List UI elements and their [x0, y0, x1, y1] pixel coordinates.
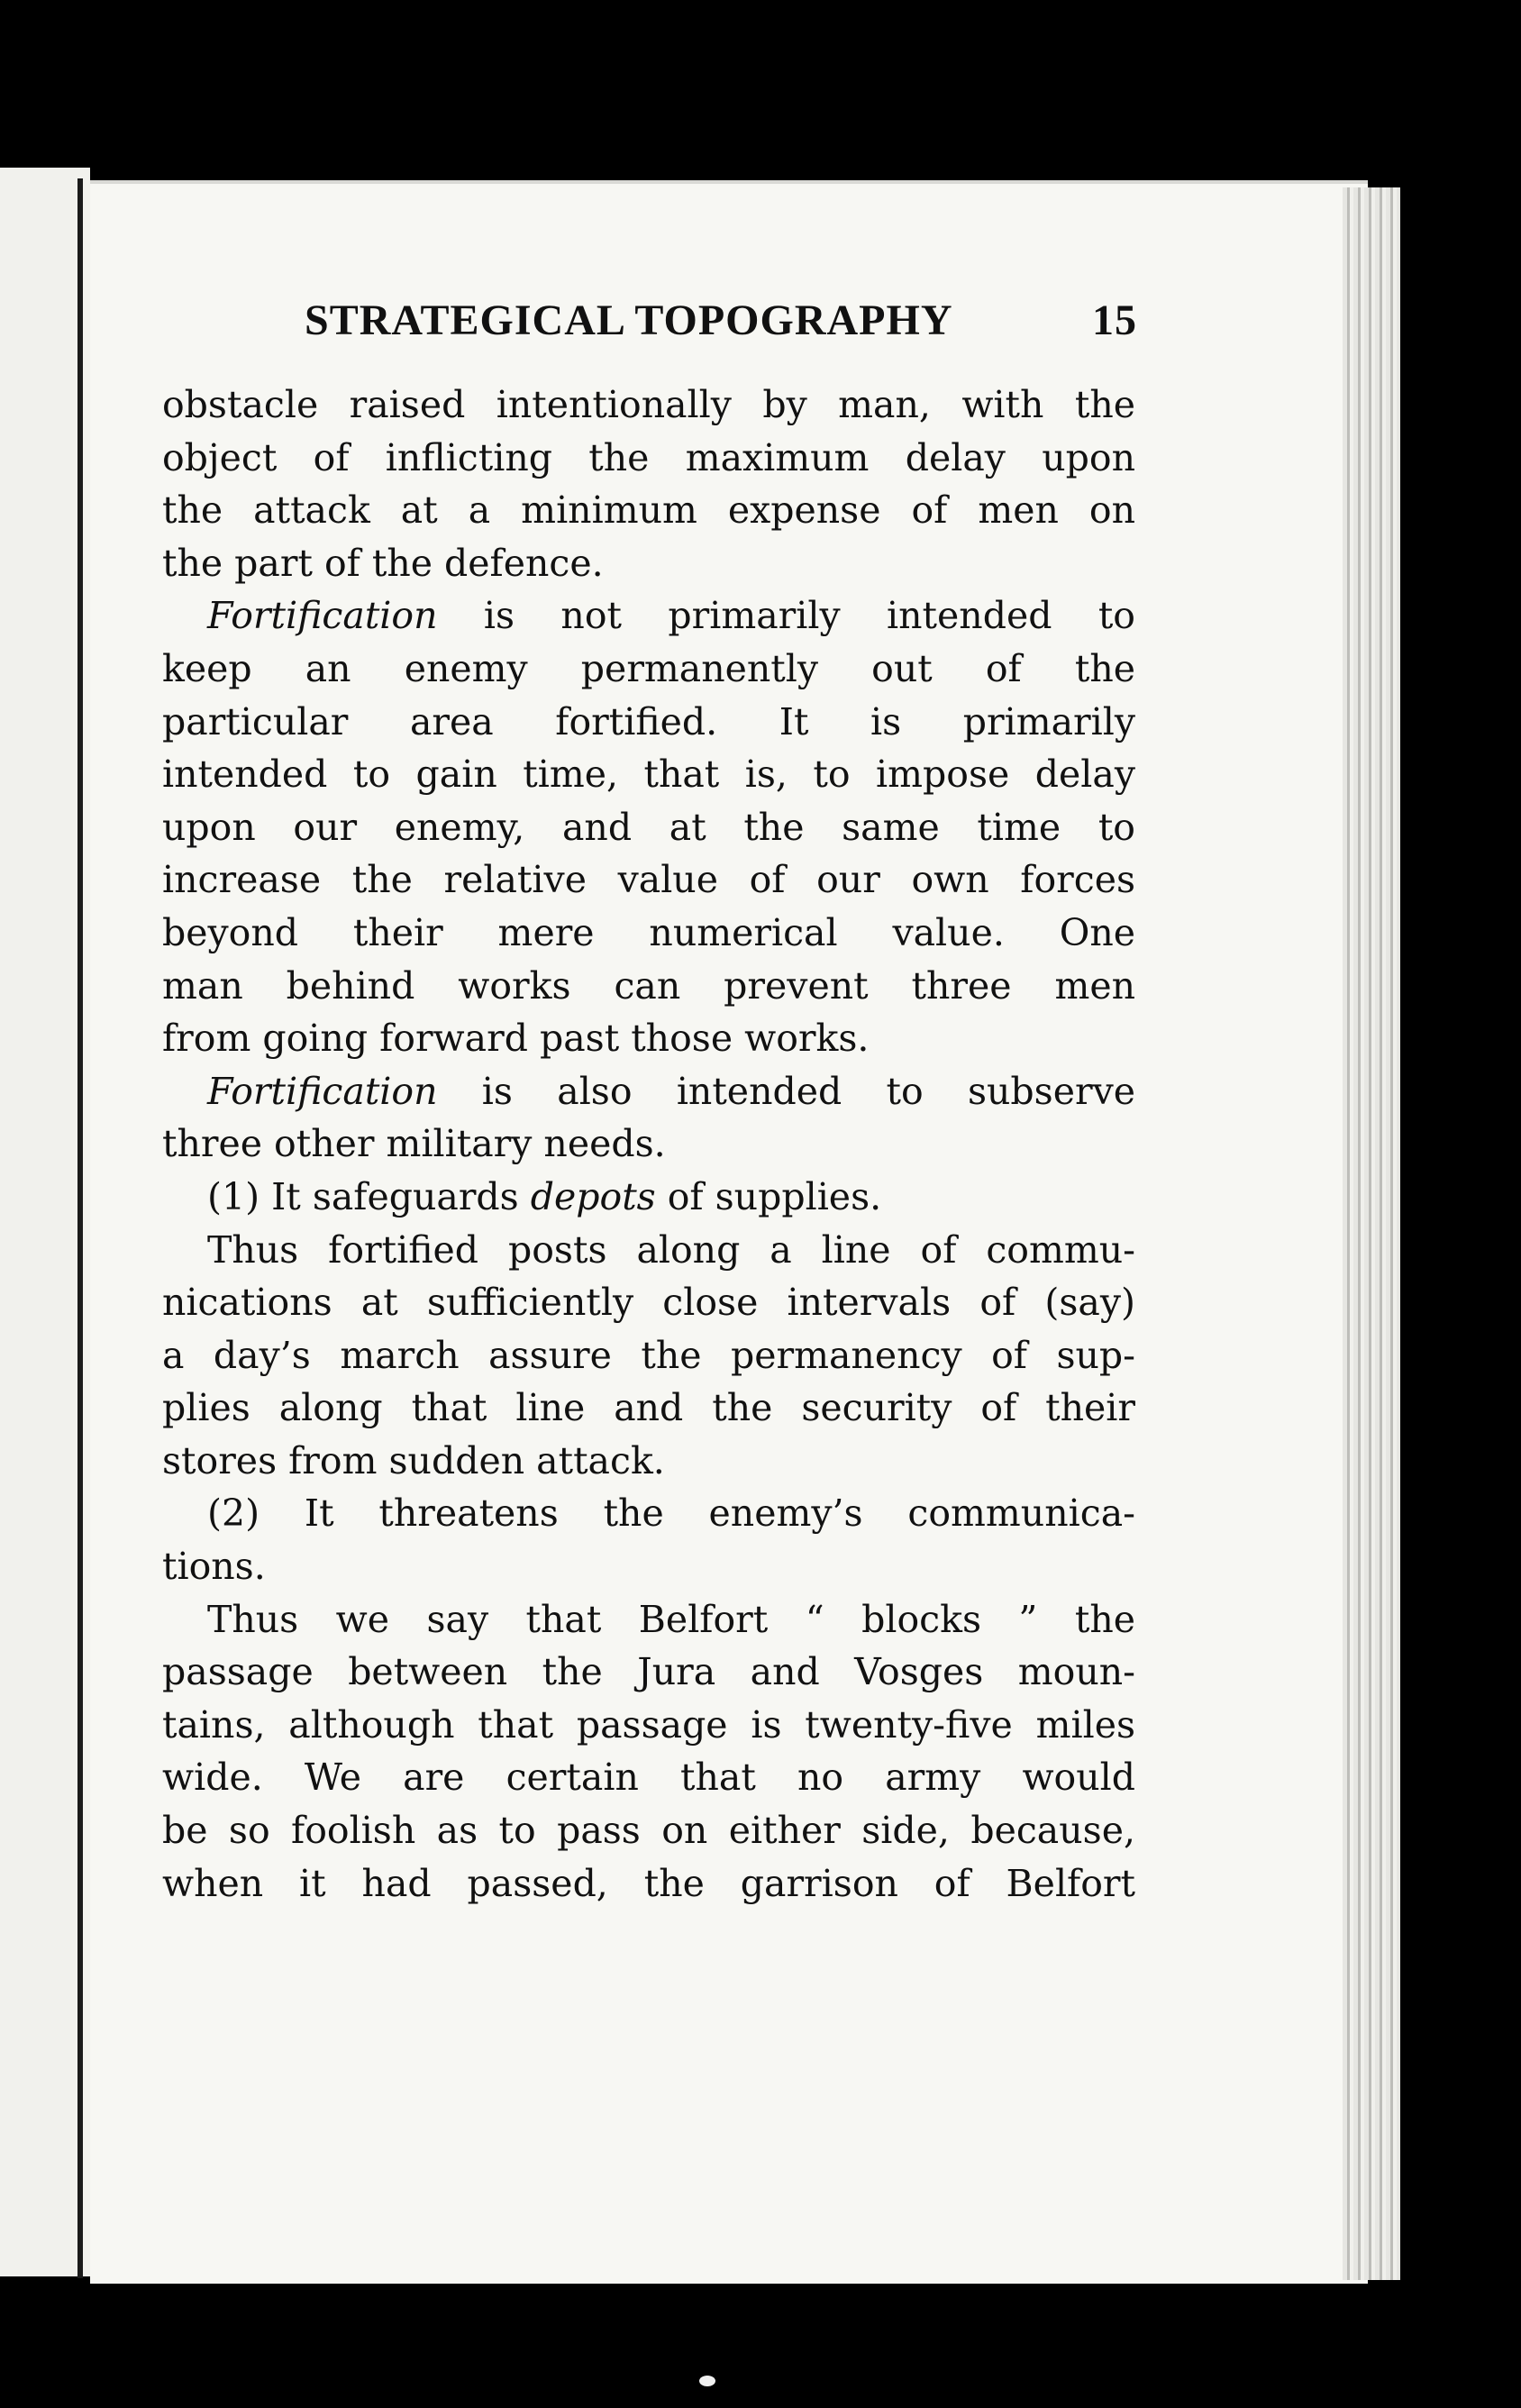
text-line: stores from sudden attack. — [162, 1438, 665, 1482]
running-head-title: STRATEGICAL TOPOGRAPHY — [305, 296, 953, 344]
text-line: tions. — [162, 1545, 266, 1589]
running-head — [305, 296, 1137, 368]
body-text — [162, 379, 1135, 1910]
text-line: object of inflicting the maximum delay upon — [162, 435, 1135, 479]
text-line: particular area fortified. It is primarily — [162, 699, 1135, 743]
text-line: nications at sufficiently close intervals of (say) — [162, 1281, 1135, 1325]
text-line: keep an enemy permanently out of the — [162, 646, 1135, 690]
text-line — [162, 1171, 1135, 1224]
text-line: when it had passed, the garrison of Belfort — [162, 1861, 1135, 1905]
text-line: (2) It threatens the enemy’s communica- — [207, 1491, 1135, 1536]
text-line — [162, 589, 1135, 643]
text-line: beyond their mere numerical value. One — [162, 910, 1135, 954]
text-line: tains, although that passage is twenty-five miles — [162, 1702, 1135, 1747]
emphasis: Fortification — [207, 1069, 438, 1113]
text-line: obstacle raised intentionally by man, with the — [162, 383, 1135, 426]
book-gutter — [77, 178, 83, 2278]
text-run: is not primarily intended to — [437, 594, 1135, 638]
text-line: Thus we say that Belfort “ blocks ” the — [207, 1597, 1135, 1641]
facing-page-edge — [0, 168, 90, 2276]
text-line: be so foolish as to pass on either side, because, — [162, 1809, 1135, 1853]
page-stack-edges — [1343, 187, 1400, 2280]
text-line: man behind works can prevent three men — [162, 963, 1135, 1008]
text-line: passage between the Jura and Vosges moun- — [162, 1650, 1135, 1694]
emphasis: depots — [530, 1174, 656, 1218]
text-line: upon our enemy, and at the same time to — [162, 805, 1135, 849]
text-line: the attack at a minimum expense of men on — [162, 488, 1135, 533]
text-line: the part of the defence. — [162, 541, 604, 585]
text-run: of supplies. — [655, 1174, 882, 1218]
text-line: increase the relative value of our own forces — [162, 858, 1135, 902]
emphasis: Fortification — [207, 594, 438, 638]
text-line — [162, 1065, 1135, 1118]
text-line: three other military needs. — [162, 1122, 666, 1166]
text-line: Thus fortified posts along a line of commu- — [207, 1227, 1135, 1272]
text-line: wide. We are certain that no army would — [162, 1756, 1135, 1800]
text-run: is also intended to subserve — [437, 1069, 1135, 1113]
text-run: (1) It safeguards — [207, 1174, 531, 1218]
text-line: a day’s march assure the permanency of sup- — [162, 1333, 1135, 1377]
text-line: from going forward past those works. — [162, 1017, 870, 1061]
dust-speck — [699, 2376, 715, 2386]
text-line: plies along that line and the security of their — [162, 1386, 1135, 1430]
text-line: intended to gain time, that is, to impose delay — [162, 752, 1135, 797]
page-number: 15 — [1092, 296, 1137, 344]
